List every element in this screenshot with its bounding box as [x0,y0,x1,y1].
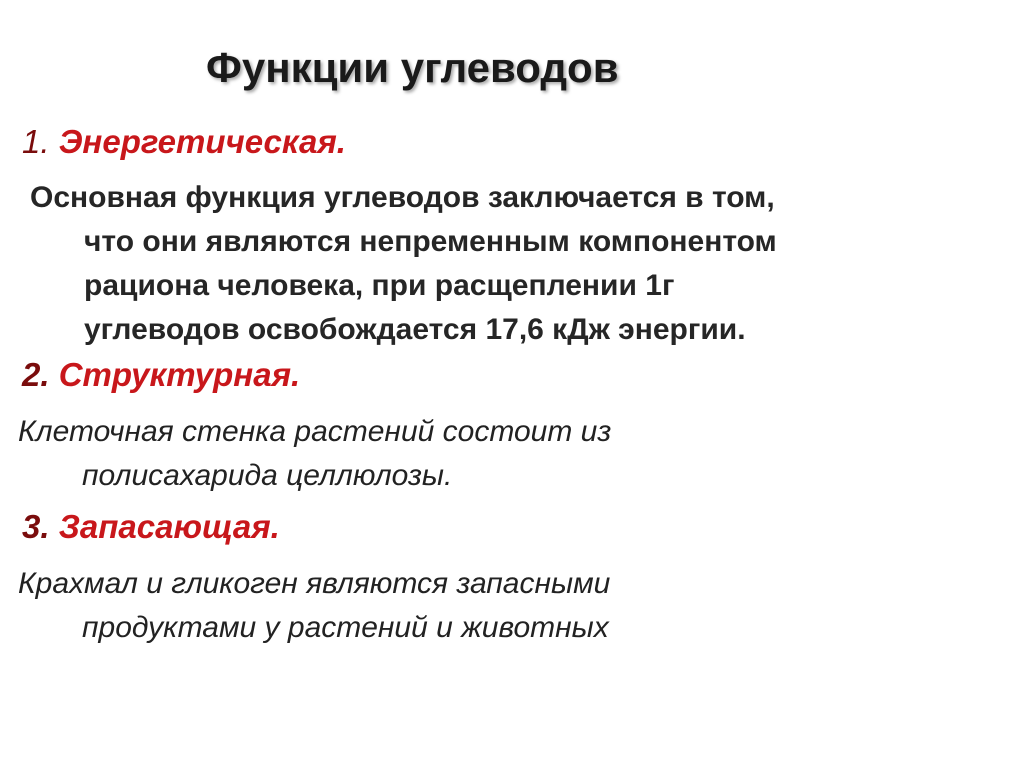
section-number: 2. [22,356,50,393]
text-line: Крахмал и гликоген являются запасными [18,567,611,600]
section-text-structural [18,410,611,498]
section-heading-storage [22,508,280,546]
text-line: Клеточная стенка растений состоит из [18,415,612,448]
section-heading-structural [22,356,300,394]
section-number: 1. [22,123,50,160]
section-label: Энергетическая. [58,123,346,160]
text-line: Основная функция углеводов заключается в том, [30,181,775,214]
slide-title: Функции углеводов [206,44,619,91]
text-line: рациона человека, при расщеплении 1г [84,269,675,302]
section-text-storage [18,562,610,650]
section-heading-energy [22,123,346,161]
text-line: что они являются непременным компонентом [84,225,777,258]
text-line: углеводов освобождается 17,6 кДж энергии. [84,313,746,346]
section-label: Запасающая. [58,508,280,545]
section-number: 3. [22,508,50,545]
section-label: Структурная. [58,356,301,393]
text-line: продуктами у растений и животных [82,611,609,644]
text-line: полисахарида целлюлозы. [82,459,453,492]
section-text-energy [30,176,777,352]
